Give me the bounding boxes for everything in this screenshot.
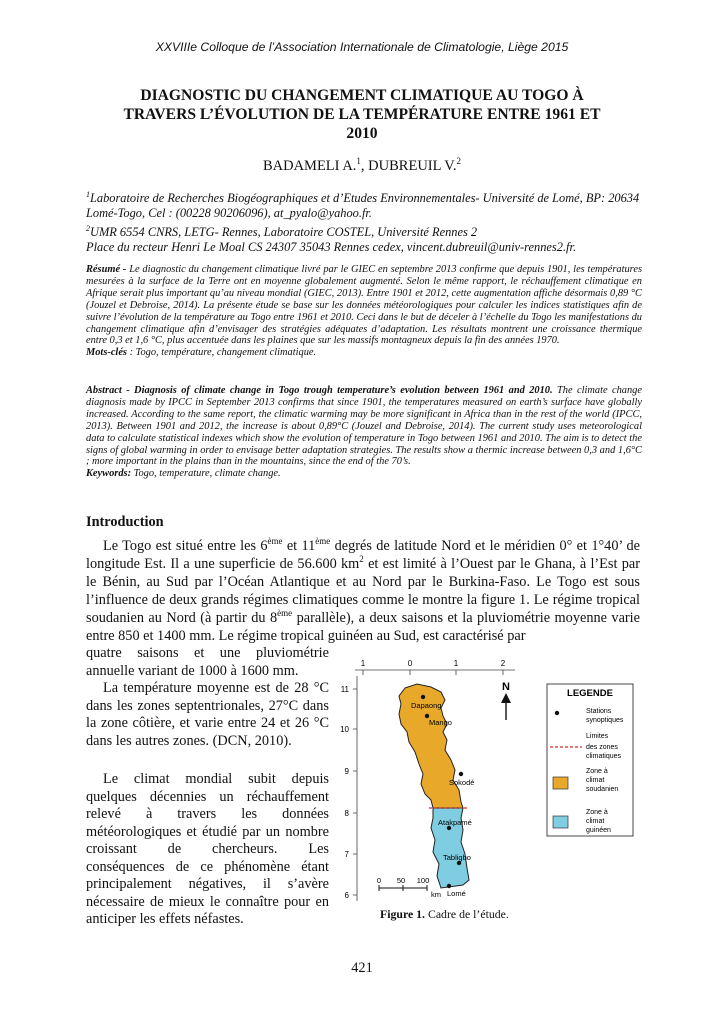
running-header: XXVIIIe Colloque de l’Association Internationale de Climatologie, Liège 2015 — [155, 40, 569, 54]
legend-guineen-line-1: Zone à — [586, 809, 608, 816]
city-label-dapaong: Dapaong — [411, 701, 442, 710]
resume-block — [86, 264, 642, 359]
affil-text: Laboratoire de Recherches Biogéographiques et d’Etudes Environnementales- Université de Lomé, BP: 20634 — [90, 191, 640, 206]
legend-limits-line-3: climatiques — [586, 753, 622, 760]
resume-text: Le diagnostic du changement climatique livré par le GIEC en septembre 2013 confirme que depuis 1901, les températures mesurées à la surface de la Terre ont en moyenne globalement augmenté. Selon le même rapport, le réchauffement climatique en Afrique serait plus important qu’au niveau mondial (GIEC, 2013). Entre 1901 et 2012, cette augmentation affiche désormais 0,89 °C (Jouzel et Debroise, 2014). La présente étude se base sur les données météorologiques pour calculer les indices statistiques afin de suivre l’évolution de la température au Togo entre 1961 et 2010. Ceci dans le but de déceler à l’échelle du Togo les manifestations du changement climatique afin d’envisager des stratégies adéquates d’adaptation. Les résultats montrent une croissance thermique entre 0,3 et 1,6 °C, plus accentuée dans les plaines que sur les massifs montagneux depuis la fin des années 1970. — [86, 264, 642, 347]
affiliation-2-line-2: Place du recteur Henri Le Moal CS 24307 35043 Rennes cedex, vincent.dubreuil@univ-rennes2.fr. — [86, 240, 577, 255]
author-1-affil: 1 — [356, 156, 361, 166]
resume-keywords — [86, 347, 642, 359]
affiliation-1-line-2: Lomé-Togo, Cel : (00228 90206096), at_pyalo@yahoo.fr. — [86, 206, 372, 221]
legend-soudanien-line-1: Zone à — [586, 768, 608, 775]
legend-station-symbol — [555, 711, 559, 715]
x-tick-label: 1 — [360, 659, 366, 668]
p1-sup: ème — [277, 607, 293, 618]
station-dapaong — [421, 695, 425, 699]
affil-marker-1: 1 — [86, 190, 90, 199]
abstract-text: The climate change diagnosis made by IPCC in September 2013 confirms that since 1901, the temperatures measured on earth’s surface have globally increased. According to the same report, the climatic warming may be more significant in Africa than in the rest of the world (IPCC, 2013). Between 1901 and 2012, the increase is about 0,89°C (Jouzel and Debroise, 2014). The current study uses meteorological data to calculate statistical indexes which show the evolution of temperature in Togo between 1961 and 2010. The aim is to detect the signs of global warming in order to envisage better adaptation strategies. The results show a thermic increase between 0,3 and 1,6°C ; more important in the plains than in the mountains, since the end of the 70’s. — [86, 385, 642, 468]
section-heading-introduction: Introduction — [86, 514, 164, 530]
legend-title: LEGENDE — [567, 688, 613, 699]
y-tick-label: 8 — [344, 809, 349, 818]
p1-sup: 2 — [359, 554, 364, 565]
resume-keywords-label: Mots-clés — [86, 347, 127, 359]
p1-text: Le Togo est situé entre les 6 — [103, 538, 268, 554]
figure-1-caption — [380, 907, 620, 922]
title-line-2: TRAVERS L’ÉVOLUTION DE LA TEMPÉRATURE ENTRE 1961 ET — [123, 106, 601, 123]
intro-paragraph-2: La température moyenne est de 28 °C dans les zones septentrionales, 27°C dans la zone côtière, et varie entre 24 et 26 °C dans les autres zones. (DCN, 2010). — [86, 680, 329, 749]
city-label-lome: Lomé — [447, 889, 466, 898]
station-sokode — [459, 772, 463, 776]
y-tick-label: 11 — [340, 685, 349, 694]
city-label-sokode: Sokodé — [449, 778, 475, 787]
legend-guineen-line-3: guinéen — [586, 827, 611, 834]
legend-soudanien-line-3: soudanien — [586, 786, 619, 793]
city-label-mango: Mango — [429, 718, 452, 727]
legend-soudanien-swatch — [553, 777, 568, 789]
caption-label: Figure 1. — [380, 907, 425, 921]
legend-guineen-swatch — [553, 816, 568, 828]
legend-limits-line-2: des zones — [586, 744, 618, 751]
x-tick-label: 1 — [453, 659, 459, 668]
city-label-tabligbo: Tabligbo — [443, 853, 471, 862]
affiliation-2-line-1 — [86, 221, 646, 240]
y-tick-marks — [353, 689, 357, 895]
title-line-3: 2010 — [346, 125, 378, 142]
scale-unit: km — [431, 890, 441, 899]
author-2-affil: 2 — [456, 156, 462, 166]
station-lome — [447, 884, 451, 888]
legend-limits-line-1: Limites — [586, 733, 609, 740]
title-line-1: DIAGNOSTIC DU CHANGEMENT CLIMATIQUE AU TOGO À — [140, 87, 584, 104]
resume-paragraph — [86, 264, 642, 347]
affil-text: UMR 6554 CNRS, LETG- Rennes, Laboratoire COSTEL, Université Rennes 2 — [90, 225, 478, 240]
page-number: 421 — [351, 960, 373, 976]
abstract-label: Abstract - Diagnosis of climate change in Togo trough temperature’s evolution between 1961 and 2010. — [86, 385, 553, 396]
caption-text: Cadre de l’étude. — [425, 907, 509, 921]
legend-stations-line-1: Stations — [586, 708, 612, 715]
legend-stations-line-2: synoptiques — [586, 717, 624, 724]
p1-sup: ème — [267, 536, 283, 547]
resume-keywords-text: : Togo, température, changement climatique. — [126, 347, 317, 359]
scale-label: 100 — [416, 876, 430, 885]
affiliations — [86, 187, 646, 255]
p1-text: et est limité à l’Ouest par le Ghana, à l’Est par le Bénin, au Sud par l’Océan Atlantique et au Nord par le Burkina-Faso. Le Togo est sous l’influence de deux grands régimes climatiques comme le montre la figure 1. Le régime tropical soudanien au Nord (à partir du 8 — [86, 555, 640, 626]
y-tick-label: 10 — [340, 725, 349, 734]
affiliation-1-line-1 — [86, 187, 646, 206]
abstract-keywords — [86, 468, 642, 480]
intro-paragraph-1 — [86, 538, 640, 645]
abstract-block — [86, 385, 642, 480]
author-1: BADAMELI A. — [262, 157, 357, 174]
legend-guineen-line-2: climat — [586, 818, 605, 825]
abstract-keywords-text: Togo, temperature, climate change. — [131, 468, 281, 480]
city-label-atakpame: Atakpamé — [438, 818, 472, 827]
p1-text: parallèle), a deux saisons et la pluviométrie moyenne varie entre 850 et 1400 mm. Le régime tropical guinéen au Sud, est caractérisé par — [86, 609, 640, 644]
resume-label: Résumé - — [86, 264, 127, 275]
p1-text: et 11 — [282, 538, 316, 554]
author-separator: , DUBREUIL V. — [360, 157, 457, 174]
abstract-paragraph — [86, 385, 642, 468]
legend-soudanien-line-2: climat — [586, 777, 605, 784]
y-tick-label: 6 — [344, 891, 349, 900]
paper-title — [90, 86, 634, 143]
x-tick-label: 0 — [407, 659, 413, 668]
intro-paragraph-1-continued: quatre saisons et une pluviométrie annuelle variant de 1000 à 1600 mm. — [86, 645, 329, 679]
affil-marker-2: 2 — [86, 224, 90, 234]
x-tick-marks — [363, 670, 503, 675]
p1-sup: ème — [315, 536, 331, 547]
abstract-keywords-label: Keywords: — [86, 468, 132, 480]
scale-bar — [379, 885, 427, 891]
p1-text: degrés de latitude Nord et le méridien 0° et 1°40’ de longitude Est. Il a une superficie de 56.600 km — [86, 538, 641, 572]
figure-1-map — [335, 656, 635, 906]
scale-label: 50 — [396, 876, 406, 885]
north-arrow-icon — [501, 693, 511, 720]
y-tick-label: 9 — [344, 767, 349, 776]
y-tick-label: 7 — [344, 850, 349, 859]
x-tick-label: 2 — [500, 659, 506, 668]
north-label: N — [502, 681, 510, 693]
intro-paragraph-3: Le climat mondial subit depuis quelques décennies un réchauffement relevé à travers les données météorologiques et étudié par un nombre croissant de chercheurs. Les conséquences de ce phénomène étant principalement négatives, il s’avère nécessaire de mieux le connaître pour en anticiper les effets néfastes. — [86, 771, 329, 927]
scale-label: 0 — [376, 876, 382, 885]
author-line — [0, 156, 724, 175]
